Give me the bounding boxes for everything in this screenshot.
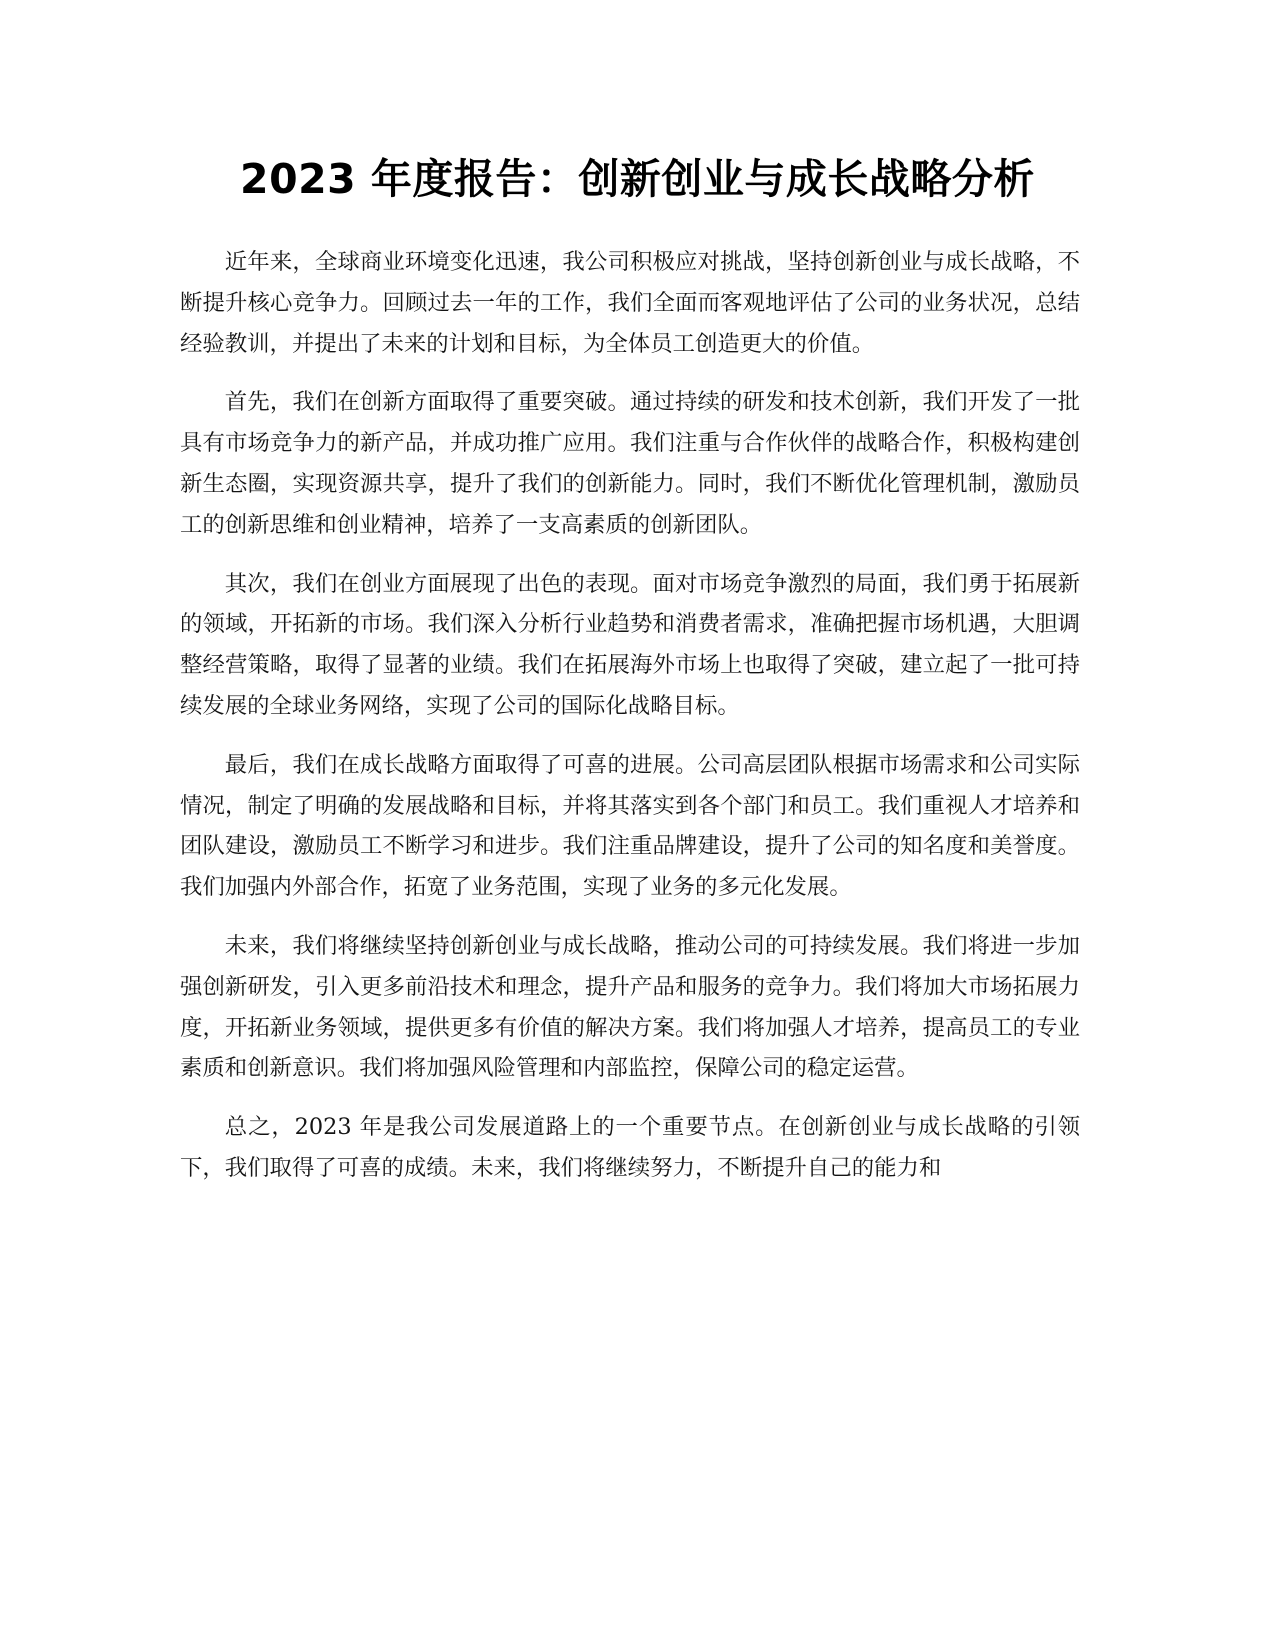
document-body <box>180 242 1080 1207</box>
paragraph-1: 近年来，全球商业环境变化迅速，我公司积极应对挑战，坚持创新创业与成长战略，不断提升核心竞争力。回顾过去一年的工作，我们全面而客观地评估了公司的业务状况，总结经验教训，并提出了未来的计划和目标，为全体员工创造更大的价值。 <box>180 249 1080 357</box>
paragraph-6: 总之，2023 年是我公司发展道路上的一个重要节点。在创新创业与成长战略的引领下，我们取得了可喜的成绩。未来，我们将继续努力，不断提升自己的能力和 <box>180 1114 1080 1181</box>
paragraph-3: 其次，我们在创业方面展现了出色的表现。面对市场竞争激烈的局面，我们勇于拓展新的领域，开拓新的市场。我们深入分析行业趋势和消费者需求，准确把握市场机遇，大胆调整经营策略，取得了显著的业绩。我们在拓展海外市场上也取得了突破，建立起了一批可持续发展的全球业务网络，实现了公司的国际化战略目标。 <box>180 570 1080 719</box>
paragraph-5: 未来，我们将继续坚持创新创业与成长战略，推动公司的可持续发展。我们将进一步加强创新研发，引入更多前沿技术和理念，提升产品和服务的竞争力。我们将加大市场拓展力度，开拓新业务领域，提供更多有价值的解决方案。我们将加强人才培养，提高员工的专业素质和创新意识。我们将加强风险管理和内部监控，保障公司的稳定运营。 <box>180 932 1080 1082</box>
paragraph-4: 最后，我们在成长战略方面取得了可喜的进展。公司高层团队根据市场需求和公司实际情况，制定了明确的发展战略和目标，并将其落实到各个部门和员工。我们重视人才培养和团队建设，激励员工不断学习和进步。我们注重品牌建设，提升了公司的知名度和美誉度。我们加强内外部合作，拓宽了业务范围，实现了业务的多元化发展。 <box>180 751 1080 901</box>
document-title: 2023 年度报告：创新创业与成长战略分析 <box>240 155 1035 203</box>
paragraph-2: 首先，我们在创新方面取得了重要突破。通过持续的研发和技术创新，我们开发了一批具有市场竞争力的新产品，并成功推广应用。我们注重与合作伙伴的战略合作，积极构建创新生态圈，实现资源共享，提升了我们的创新能力。同时，我们不断优化管理机制，激励员工的创新思维和创业精神，培养了一支高素质的创新团队。 <box>180 389 1080 538</box>
